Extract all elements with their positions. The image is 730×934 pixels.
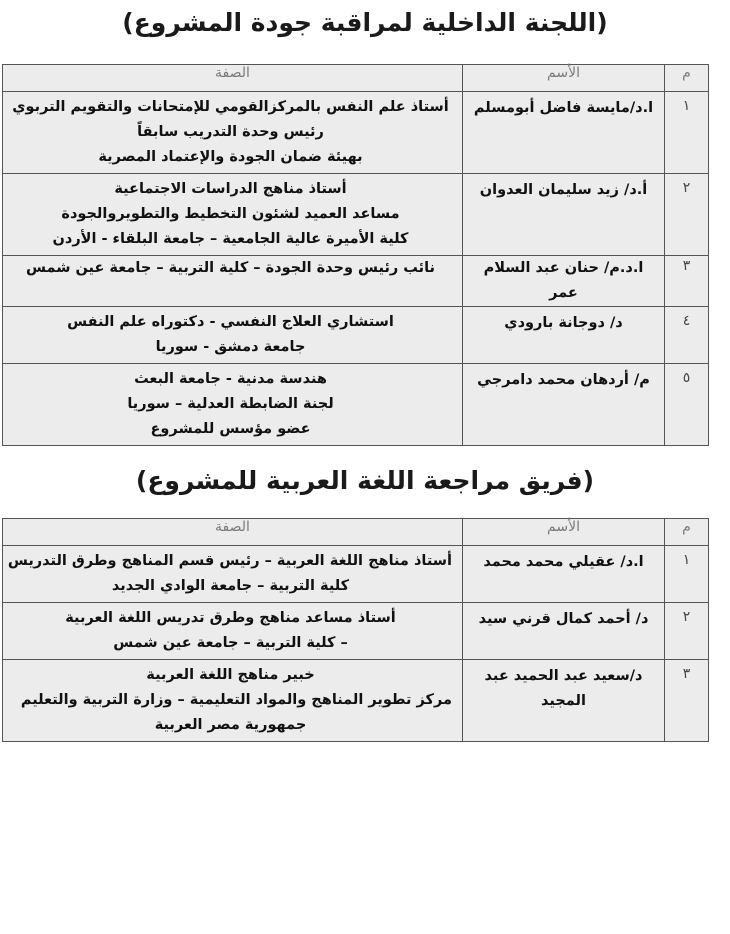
role-line: أستاذ مناهج الدراسات الاجتماعية [114,181,347,197]
role-line: جمهورية مصر العربية [154,717,307,733]
member-role [3,307,463,364]
role-line: لجنة الضابطة العدلية – سوريا [127,396,334,412]
quality-committee-table [2,64,709,446]
member-name: أ.د/ زيد سليمان العدوان [463,174,665,256]
member-name: ا.د.م/ حنان عبد السلام عمر [463,256,665,307]
role-line: خبير مناهج اللغة العربية [146,667,315,683]
row-number: ٥ [665,364,709,446]
table-header-row [3,65,709,92]
table-row [3,256,709,307]
row-number: ٢ [665,174,709,256]
row-number: ١ [665,546,709,603]
table-header-row [3,519,709,546]
member-role [3,174,463,256]
column-header-role: الصفة [3,65,463,92]
member-name: د/سعيد عبد الحميد عبد المجيد [463,660,665,742]
column-header-name: الأسم [463,65,665,92]
table-row [3,92,709,174]
role-line: بهيئة ضمان الجودة والإعتماد المصرية [98,149,363,165]
row-number: ١ [665,92,709,174]
role-line: جامعة دمشق - سوريا [155,339,306,355]
arabic-review-table [2,518,709,742]
table-row [3,603,709,660]
member-role [3,92,463,174]
table-row [3,174,709,256]
role-line: أستاذ مناهج اللغة العربية – رئيس قسم المناهج وطرق التدريس [7,553,452,569]
role-line: رئيس وحدة التدريب سابقاً [137,124,324,140]
member-name: ا.د/ عقيلي محمد محمد [463,546,665,603]
member-name: ا.د/مايسة فاضل أبومسلم [463,92,665,174]
column-header-role: الصفة [3,519,463,546]
row-number: ٤ [665,307,709,364]
role-line: مركز تطوير المناهج والمواد التعليمية – وزارة التربية والتعليم [20,692,452,708]
role-line: – كلية التربية – جامعة عين شمس [113,635,348,651]
member-name: د/ أحمد كمال قرني سيد [463,603,665,660]
row-number: ٣ [665,660,709,742]
role-line: أستاذ مساعد مناهج وطرق تدريس اللغة العربية [65,610,396,626]
member-name: م/ أردهان محمد دامرجي [463,364,665,446]
role-line: أستاذ علم النفس بالمركزالقومي للإمتحانات والتقويم التربوي [12,99,449,115]
role-line: مساعد العميد لشئون التخطيط والتطويروالجودة [61,206,400,222]
member-role [3,660,463,742]
table-row [3,364,709,446]
column-header-number: م [665,519,709,546]
arabic-review-team-title: (فريق مراجعة اللغة العربية للمشروع) [135,466,595,495]
member-role [3,256,463,307]
role-line: عضو مؤسس للمشروع [150,421,311,437]
table-row [3,660,709,742]
role-line: نائب رئيس وحدة الجودة – كلية التربية – جامعة عين شمس [25,260,435,276]
member-role [3,364,463,446]
table-row [3,307,709,364]
member-role [3,546,463,603]
column-header-name: الأسم [463,519,665,546]
role-line: استشاري العلاج النفسي - دكتوراه علم النفس [67,314,394,330]
member-name: د/ دوجانة بارودي [463,307,665,364]
role-line: كلية التربية – جامعة الوادي الجديد [111,578,350,594]
table-row [3,546,709,603]
row-number: ٣ [665,256,709,307]
column-header-number: م [665,65,709,92]
committee-title: (اللجنة الداخلية لمراقبة جودة المشروع) [122,8,608,37]
role-line: هندسة مدنية - جامعة البعث [134,371,327,387]
role-line: كلية الأميرة عالية الجامعية – جامعة البلقاء - الأردن [52,231,409,247]
row-number: ٢ [665,603,709,660]
member-role [3,603,463,660]
